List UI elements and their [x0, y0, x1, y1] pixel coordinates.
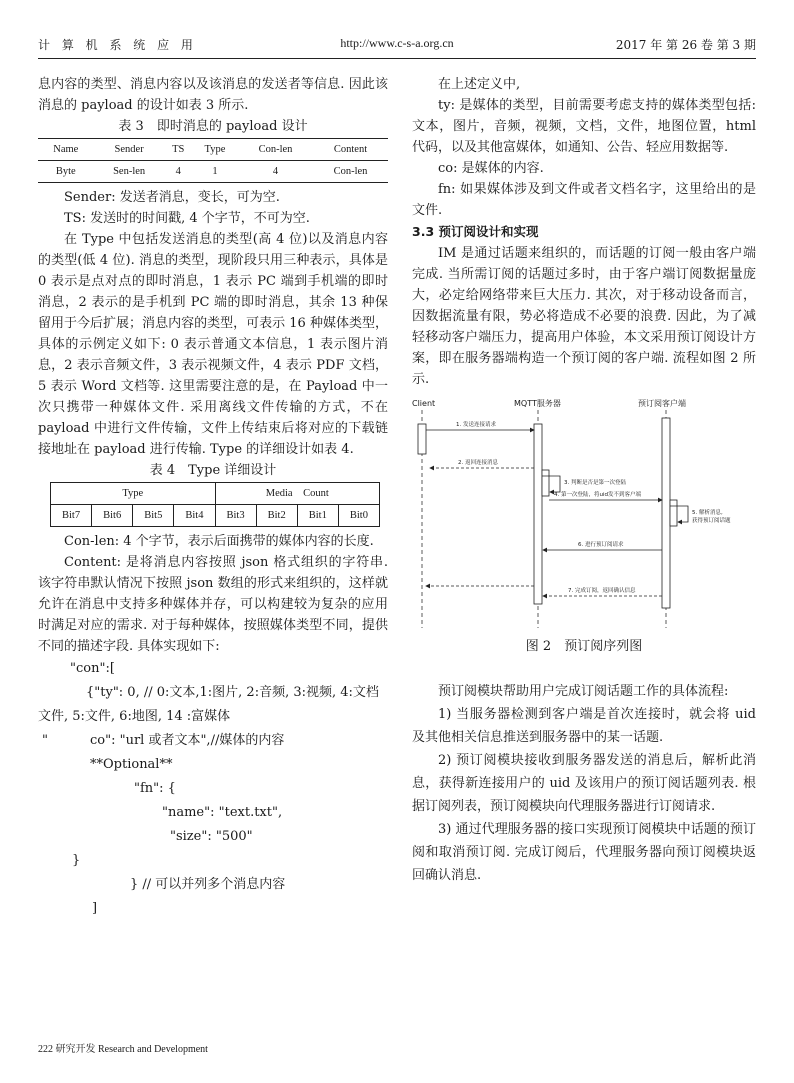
code-line: ]: [92, 901, 98, 916]
paragraph: co: 是媒体的内容.: [438, 161, 544, 176]
table-header: Sender: [94, 139, 165, 161]
message-label: 4. 第一次登陆，将uid发不到客户端: [554, 492, 642, 498]
table-header: Type: [51, 483, 216, 505]
table-cell: Con-len: [313, 161, 388, 183]
sequence-diagram: [412, 390, 756, 640]
code-line: "con":[: [70, 661, 115, 676]
left-column: [38, 74, 388, 921]
table3-caption: 表 3 即时消息的 payload 设计: [118, 119, 308, 134]
journal-name: 计 算 机 系 统 应 用: [38, 38, 197, 52]
code-block: [38, 657, 388, 921]
paragraph: Sender: 发送者消息，变长，可为空.: [64, 190, 280, 205]
table4-caption: 表 4 Type 详细设计: [149, 463, 277, 478]
actor-mqtt-server: MQTT服务器: [514, 399, 561, 408]
table-cell: 1: [192, 161, 238, 183]
paragraph: fn: 如果媒体涉及到文件或者文档名字，这里给出的是文件.: [412, 182, 756, 218]
message-label: 3. 判断是否是第一次登陆: [564, 480, 626, 486]
paragraph: IM 是通过话题来组织的，而话题的订阅一般由客户端完成. 当所需订阅的话题过多时，由于客户端订阅数据量庞大，必定给网络带来巨大压力. 其次，对于移动设备而言，因数据流量有限，势必将造成不必要的浪费. 因此，为了减轻移动客户端压力，提高用户体验，本文采用预订阅设计方案，即在服务器端构造一个预订阅的客户端. 流程如图 2 所示.: [412, 246, 756, 387]
table-cell: 4: [165, 161, 192, 183]
table-cell: Bit1: [297, 505, 338, 527]
table-cell: Bit2: [256, 505, 297, 527]
code-line: [38, 729, 388, 753]
message-label: 6. 进行预订阅请求: [578, 542, 624, 548]
issue-info: 2017 年 第 26 卷 第 3 期: [615, 38, 756, 52]
message-label: 7. 完成订阅，返回确认信息: [568, 588, 636, 594]
paragraph: 在上述定义中,: [438, 77, 521, 92]
table-header: Content: [313, 139, 388, 161]
table-cell: 4: [238, 161, 313, 183]
message-label: 2. 返回连接消息: [458, 460, 498, 466]
paragraph: TS: 发送时的时间戳, 4 个字节，不可为空.: [64, 211, 310, 226]
code-line: } // 可以并列多个消息内容: [130, 877, 286, 892]
table-cell: Bit4: [174, 505, 215, 527]
paragraph: 2) 预订阅模块接收到服务器发送的消息后，解析此消息，获得新连接用户的 uid 及该用户的预订阅话题列表. 根据订阅列表，预订阅模块向代理服务器进行订阅请求.: [412, 753, 756, 814]
actor-client: Client: [412, 399, 436, 408]
paragraph: Con-len: 4 个字节，表示后面携带的媒体内容的长度.: [64, 534, 374, 549]
message-label: 获得预订阅话题: [692, 518, 731, 524]
table-header: Type: [192, 139, 238, 161]
table3: [38, 138, 388, 183]
table-cell: Bit7: [51, 505, 92, 527]
code-quote: ": [42, 733, 48, 748]
table-cell: Bit3: [215, 505, 256, 527]
right-column: [412, 74, 756, 887]
table-header: Media Count: [215, 483, 380, 505]
figure2-caption: 图 2 预订阅序列图: [525, 639, 643, 654]
table-cell: Byte: [38, 161, 94, 183]
table-cell: Bit0: [338, 505, 379, 527]
code-line: "fn": {: [134, 781, 176, 796]
header-rule: [38, 58, 756, 59]
table-cell: Bit5: [133, 505, 174, 527]
journal-url[interactable]: http://www.c-s-a.org.cn: [340, 36, 454, 50]
table4: [50, 482, 380, 527]
paragraph: 息内容的类型、消息内容以及该消息的发送者等信息. 因此该消息的 payload 的设计如表 3 所示.: [38, 77, 388, 113]
paragraph: Content: 是将消息内容按照 json 格式组织的字符串. 该字符串默认情况下按照 json 数组的形式来组织的，这样就允许在消息中支持多种媒体并存，可以构建较为复杂的应用时满足对应的需求. 对于每种媒体，按照媒体类型不同，提供不同的描述字段. 具体实现如下:: [38, 555, 388, 654]
paragraph: 在 Type 中包括发送消息的类型(高 4 位)以及消息内容的类型(低 4 位). 消息的类型，现阶段只用三种表示，具体是 0 表示是点对点的即时消息，1 表示 PC 端到手机端的即时消息，2 表示的是手机到 PC 端的即时消息，其余 13 种保留用于今后扩展；消息内容的类型，可表示 16 种媒体类型，具体的示例定义如下: 0 表示普通文本信息，1 表示图片消息，2 表示音频文件，3 表示视频文件，4 表示 PDF 文档，5 表示 Word 文档等. 这里需要注意的是，在 Payload 中一次只携带一种媒体文件. 采用离线文件传输的方式，不在 payload 中进行文件传输，文件上传结束后将对应的下载链接地址在 payload 进行传输. Type 的详细设计如表 4.: [38, 232, 388, 457]
page-footer: 222 研究开发 Research and Development: [38, 1044, 208, 1055]
paragraph: 3) 通过代理服务器的接口实现预订阅模块中话题的预订阅和取消预订阅. 完成订阅后，代理服务器向预订阅模块返回确认消息.: [412, 822, 756, 883]
code-line: }: [72, 853, 81, 868]
code-line: "name": "text.txt",: [162, 805, 283, 820]
running-header: [38, 36, 756, 58]
paragraph: 1) 当服务器检测到客户端是首次连接时，就会将 uid 及其他相关信息推送到服务器中的某一话题.: [412, 707, 756, 745]
message-label: 5. 解析消息,: [692, 510, 723, 516]
paragraph: ty: 是媒体的类型，目前需要考虑支持的媒体类型包括: 文本，图片，音频，视频，文档，文件，地图位置，html 代码，以及其他富媒体，如通知、公告、轻应用数据等.: [412, 98, 756, 155]
section-heading: 3.3 预订阅设计和实现: [412, 224, 539, 239]
table-header: TS: [165, 139, 192, 161]
actor-presub-client: 预订阅客户端: [638, 399, 686, 408]
table-header: Name: [38, 139, 94, 161]
code-line: 文件, 5:文件, 6:地图, 14 :富媒体: [38, 709, 231, 724]
code-line: {"ty": 0, // 0:文本,1:图片, 2:音频, 3:视频, 4:文档: [86, 685, 379, 700]
table-header: Con-len: [238, 139, 313, 161]
code-line: **Optional**: [90, 757, 173, 772]
message-label: 1. 发送连接请求: [456, 422, 496, 428]
table-cell: Sen-len: [94, 161, 165, 183]
paragraph: 预订阅模块帮助用户完成订阅话题工作的具体流程:: [438, 684, 729, 699]
code-text: co": "url 或者文本",//媒体的内容: [90, 733, 285, 748]
code-line: "size": "500": [170, 829, 253, 844]
table-cell: Bit6: [92, 505, 133, 527]
